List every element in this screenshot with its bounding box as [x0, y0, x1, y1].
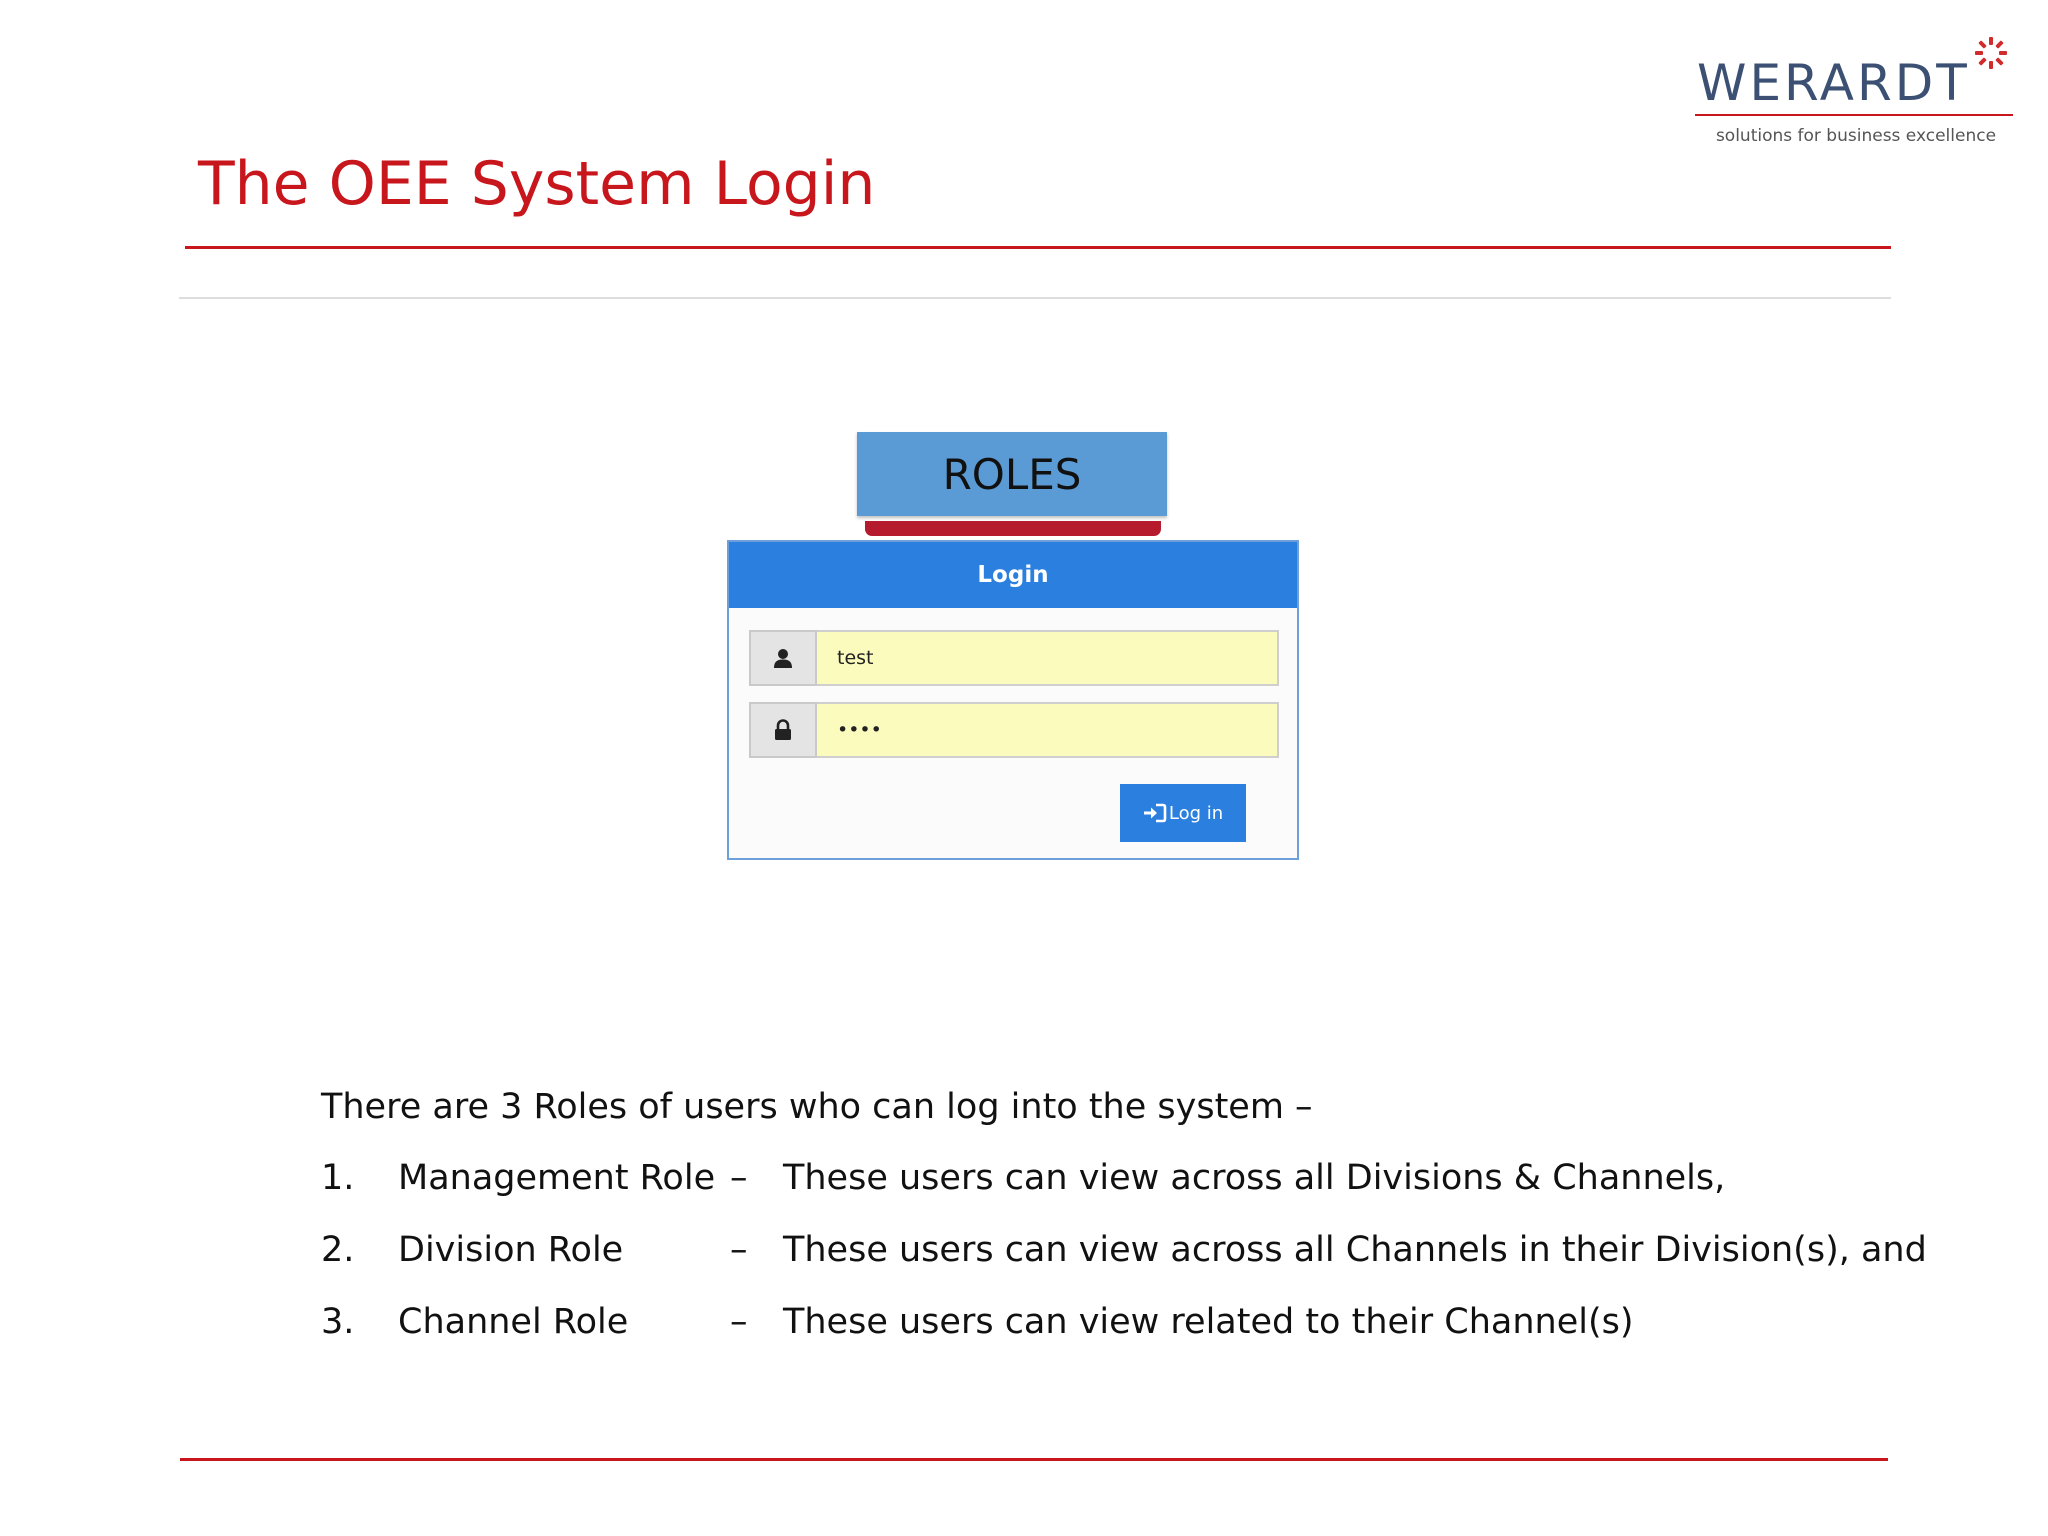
sign-in-icon [1143, 803, 1167, 823]
role-description: These users can view related to their Channel(s) [783, 1302, 1634, 1342]
username-field-group [749, 630, 1279, 686]
login-panel [727, 540, 1299, 860]
role-number: 3. [321, 1302, 355, 1342]
list-item [321, 1297, 1881, 1369]
role-description: These users can view across all Channels in their Division(s), and [783, 1230, 1927, 1270]
login-panel-header [729, 542, 1297, 608]
list-item [321, 1153, 1881, 1225]
login-button-label: Log in [1168, 802, 1224, 824]
roles-list [321, 1153, 1927, 1369]
lock-icon [749, 702, 817, 758]
roles-banner-label: ROLES [942, 449, 1082, 499]
roles-banner-accent [865, 521, 1161, 536]
company-tagline: solutions for business excellence [1715, 126, 1997, 146]
role-dash: – [730, 1230, 748, 1270]
role-number: 2. [321, 1230, 355, 1270]
company-logo-wordmark: WERARDT [1697, 54, 1970, 112]
sunburst-icon [1974, 36, 2008, 70]
username-input[interactable] [817, 630, 1279, 686]
logo-divider [1695, 114, 2013, 116]
roles-banner [857, 432, 1167, 516]
user-icon [749, 630, 817, 686]
password-input[interactable] [817, 702, 1279, 758]
roles-intro: There are 3 Roles of users who can log into the system – [321, 1087, 1313, 1127]
title-underline [185, 246, 1891, 249]
password-field-group [749, 702, 1279, 758]
role-name: Management Role [398, 1158, 716, 1198]
list-item [321, 1225, 1927, 1297]
role-dash: – [730, 1158, 748, 1198]
slide-title: The OEE System Login [198, 149, 876, 219]
role-name: Channel Role [398, 1302, 629, 1342]
login-button[interactable] [1120, 784, 1246, 842]
role-description: These users can view across all Divisions & Channels, [783, 1158, 1726, 1198]
footer-divider [180, 1458, 1888, 1461]
header-divider [179, 297, 1891, 299]
role-name: Division Role [398, 1230, 624, 1270]
role-dash: – [730, 1302, 748, 1342]
login-panel-title: Login [977, 562, 1049, 588]
role-number: 1. [321, 1158, 355, 1198]
